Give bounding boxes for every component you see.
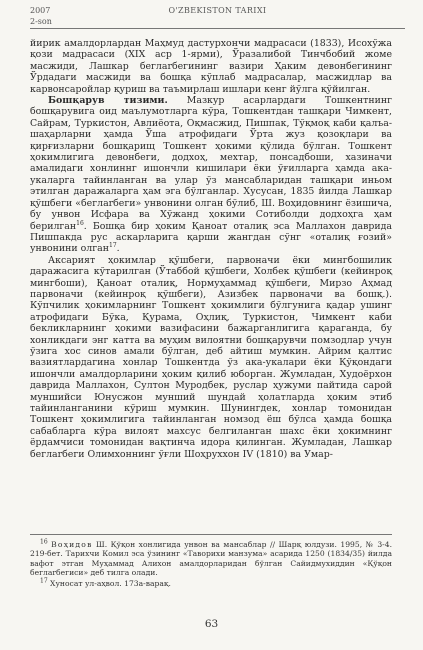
footnote-number-16: 16 — [40, 538, 48, 546]
footnote-16-text: Ш. Қўқон хонлигида унвон ва мансаблар // Шарқ юлдузи. 1995, № 3-4. 219-бет. Тарихчи Комил эса ўзининг «Таворихи манзума» асарида 1250 (1834/35) йилда вафот этган Муҳаммад Алихон амалдорларидан бўлган Сайидмухиддин «Қўқон беглarбегиси» деб тилга олади. — [30, 540, 392, 578]
paragraph-2-text: Мазкур асарлардаги Тошкентнинг бошқарувига оид маълумотларга кўра, Тошкентдан ташқари Чимкент, Сайрам, Туркистон, Авлиёота, Оқмасжид, Пишпак, Тўқмоқ каби қалъа-шаҳарларни ҳамда Ўша атрофидаги Ўрта жуз қозоқлари ва қирғизларни бошқарищ Тошкент ҳокими қўлида бўлган. Тошкент ҳокимлигига девонбеги, додхоҳ, мехтар, понсадбоши, хазиначи амалидаги хонлиннг ишончли кишилари ёки ўғилларга ҳамда ака-укаларга тайинланган ва улар ўз мансабларидан ташқари иньом этилган даражаларга ҳам эга бўлганлар. Хусусан, 1835 йилда Лашкар қўшбеги «беглarбеги» унвонини олган бўлиб, Ш. Воҳидовнинг ёзишича, бу унвон Исфара ва Хўжанд ҳокими Сотиболди додхоҳга ҳам берилган — [30, 95, 392, 232]
running-header — [30, 6, 405, 32]
paragraph-2-text-cont: . Бошқа бир ҳоким Қаноат оталиқ эса Маллахон даврида Пишпакда рус аскарларига қарши жангдан сўнг «оталиқ ғозий» унвонини олган — [30, 220, 392, 255]
footnote-rule — [30, 534, 392, 535]
footnote-17 — [30, 579, 392, 588]
footnote-ref-16[interactable]: 16 — [76, 219, 84, 227]
page-number: 63 — [204, 618, 219, 630]
footnote-16-author: Воҳидов — [51, 540, 93, 549]
footnote-ref-17[interactable]: 17 — [109, 242, 117, 250]
paragraph-2-tail: . — [116, 243, 120, 255]
paragraph-3: Аксарият ҳокимлар қўшбеги, парвоначи ёки мингбошилик даражасига кўтарилган (Ўтаббой қўшбеги, Холбек қўшбеги (кейинроқ мингбоши), Қаноат оталиқ, Нормуҳаммад қўшбеги, Мирзо Аҳмад парвоначи (кейинроқ қўшбеги), Азизбек парвоначи ва бошқ.). Кўпчилик ҳокимларнинг Тошкент ҳокимлиги бўлгунига қадар ушинг атрофидаги Бўка, Қурама, Оҳлиқ, Туркистон, Чимкент каби бекликларнинг ҳокими вазифасини бажарганлигига қараганда, бу хонликдаги энг катта ва муҳим вилоятни бошқарувчи помзодлар учун ўзига хос синов амали бўлган, деб айтиш мумкин. Айрим қалтис вазиятлардагина хонлар Тошкентда ўз ака-укалари ёки Қўқондаги ишончли амалдорларини ҳоким қилиб юборган. Жумладан, Худоёрхон даврида Маллахон, Султон Муродбек, руслар ҳужуми пайтида сарой муншийси Юнусжон мунший шундай ҳолатларда ҳоким этиб тайинланганини кўриш мумкин. Шунингдек, хонлар томонидан Тошкент ҳокимлигига тайинланган номзод ёш бўлса ҳамда бошқа сабабларга кўра вилоят махсус белгиланган шахс ёки ҳокимнинг ёрдамчиси томонидан вақтинча идора қилинган. Жумладан, Лашкар беглarбеги Олимхоннинг ўғли Шоҳруххон IV (1810) ва Умар- — [30, 254, 392, 460]
footnote-16 — [30, 540, 392, 578]
paragraph-2 — [30, 95, 392, 255]
footnotes — [30, 540, 392, 589]
footnote-17-text: Хуносат ул-аҳвол. 173а-варақ. — [47, 578, 171, 588]
header-year: 2007 — [30, 6, 51, 15]
body-text — [30, 38, 392, 460]
header-journal-title: O'ZBEKISTON TARIXI — [168, 6, 267, 15]
paragraph-1: йирик амалдорлардан Маҳмуд дастурхончи мадрасаси (1833), Исоxўжа қози мадрасаси (XIX аср 1-ярми), Ўразалибой Тинчбобий жоме масжиди, Лашкар беглarбегининг вазири Ҳаким девонбегининг Ўрдадаги масжиди ва бошқа кўплаб мадрасалар, масжидлар ва карвонсаройлар қуриш ва таъмирлаш ишлари кенг йўлга қўйилган. — [30, 38, 392, 95]
header-rule — [30, 28, 405, 29]
section-heading: Бошқарув тизими. — [48, 95, 168, 107]
header-issue: 2-son — [30, 17, 52, 26]
footnote-number-17: 17 — [40, 577, 48, 585]
